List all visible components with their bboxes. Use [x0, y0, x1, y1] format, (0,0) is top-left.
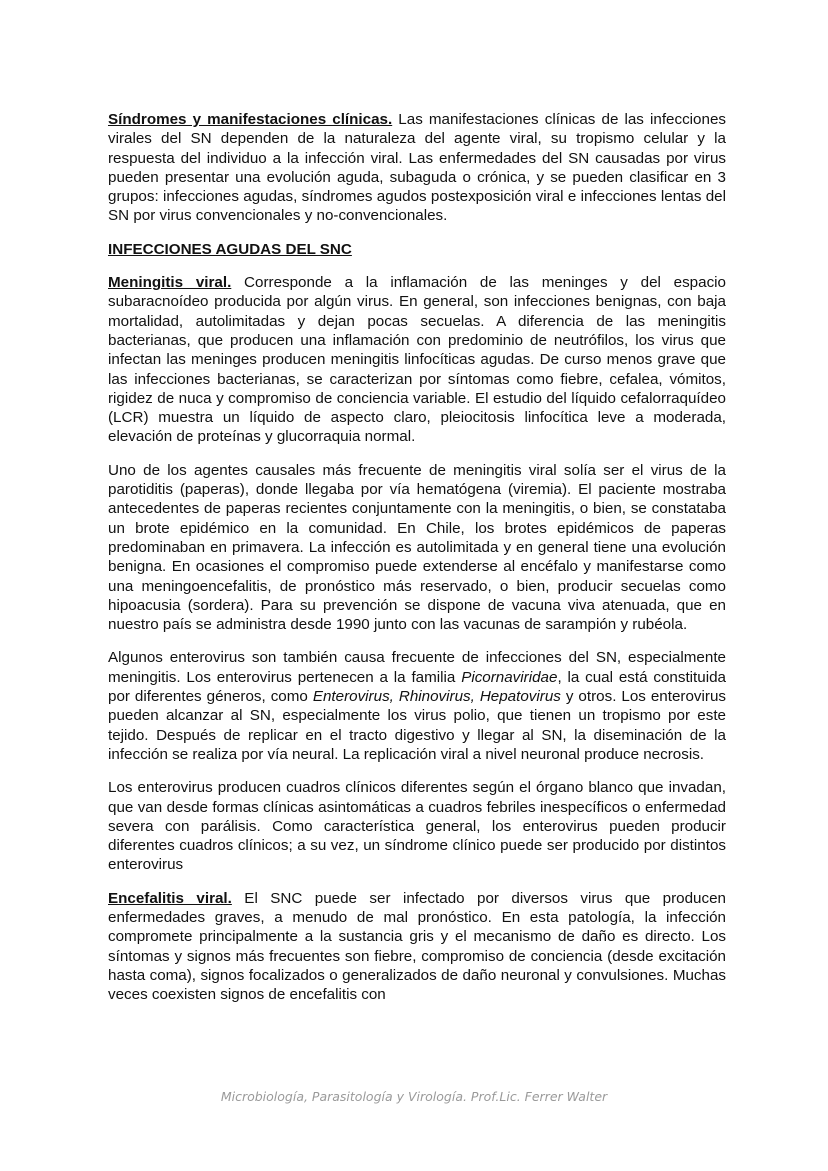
meningitis-text: Corresponde a la inflamación de las meninges y del espacio subaracnoídeo producida por algún virus. En general, son infecciones benignas, con baja mortalidad, autolimitadas y dejan pocas secuelas. A diferencia de las meningitis bacterianas, que producen una inflamación con predominio de neutrófilos, los virus que infectan las meninges producen meningitis linfocíticas agudas. De curso menos grave que las infecciones bacterianas, se caracterizan por síntomas como fiebre, cefalea, vómitos, rigidez de nuca y compromiso de conciencia variable. El estudio del líquido cefalorraquídeo (LCR) muestra un líquido de aspecto claro, pleiocitosis linfocítica leve a moderada, elevación de proteínas y glucorraquia normal.	[108, 274, 726, 446]
paragraph-sindromes	[108, 110, 726, 226]
enterovirus-text-e: y otros. Los enterovirus pueden alcanzar al SN, especialmente los virus polio, que tienen un tropismo por este tejido. Después de replicar en el tracto digestivo y llegar al SN, la diseminación de la infección se realiza por vía neural. La replicación viral a nivel neuronal produce necrosis.	[108, 688, 726, 763]
paragraph-encefalitis	[108, 889, 726, 1005]
enterovirus-text-c: , la cual está constituida por diferentes géneros, como	[108, 668, 726, 706]
sindromes-text: Las manifestaciones clínicas de las infecciones virales del SN dependen de la naturaleza del agente viral, su tropismo celular y la respuesta del individuo a la infección viral. Las enfermedades del SN causadas por virus pueden presentar una evolución aguda, subaguda o crónica, y se pueden clasificar en 3 grupos: infecciones agudas, síndromes agudos postexposición viral e infecciones lentas del SN por virus convencionales y no-convencionales.	[108, 111, 726, 225]
document-body	[108, 110, 726, 1018]
paragraph-cuadros: Los enterovirus producen cuadros clínicos diferentes según el órgano blanco que invadan, que van desde formas clínicas asintomáticas a cuadros febriles inespecíficos o enfermedad severa con parálisis. Como característica general, los enterovirus pueden producir diferentes cuadros clínicos; a su vez, un síndrome clínico puede ser producido por distintos enterovirus	[108, 779, 726, 874]
paragraph-enterovirus	[108, 648, 726, 764]
enterovirus-text-a: Algunos enterovirus son también causa frecuente de infecciones del SN, especialmente meningitis. Los enterovirus pertenecen a la familia	[108, 649, 726, 686]
paragraph-meningitis	[108, 273, 726, 447]
paragraph-paperas: Uno de los agentes causales más frecuente de meningitis viral solía ser el virus de la parotiditis (paperas), donde llegaba por vía hematógena (viremia). El paciente mostraba antecedentes de paperas recientes conjuntamente con la meningitis, o bien, se constataba un brote epidémico en la comunidad. En Chile, los brotes epidémicos de paperas predominaban en primavera. La infección es autolimitada y en general tiene una evolución benigna. En ocasiones el compromiso puede extenderse al encéfalo y manifestarse como una meningoencefalitis, de pronóstico más reservado, o bien, producir secuelas como hipoacusia (sordera). Para su prevención se dispone de vacuna viva atenuada, que en nuestro país se administra desde 1990 junto con las vacunas de sarampión y rubéola.	[108, 461, 726, 634]
heading-infecciones-agudas: INFECCIONES AGUDAS DEL SNC	[108, 240, 352, 258]
page-footer: Microbiología, Parasitología y Virología. Prof.Lic. Ferrer Walter	[220, 1089, 608, 1104]
meningitis-lead: Meningitis viral.	[108, 274, 232, 292]
encefalitis-lead: Encefalitis viral.	[108, 889, 232, 907]
encefalitis-text: El SNC puede ser infectado por diversos virus que producen enfermedades graves, a menudo de mal pronóstico. En esta patología, la infección compromete principalmente a la sustancia gris y el mecanismo de daño es directo. Los síntomas y signos más frecuentes son fiebre, compromiso de conciencia (desde excitación hasta coma), signos focalizados o generalizados de daño neuronal y convulsiones. Muchas veces coexisten signos de encefalitis con	[108, 889, 726, 1004]
sindromes-lead: Síndromes y manifestaciones clínicas.	[108, 111, 393, 128]
enterovirus-family: Picornaviridae	[461, 668, 558, 686]
enterovirus-genera: Enterovirus, Rhinovirus, Hepatovirus	[312, 688, 561, 706]
